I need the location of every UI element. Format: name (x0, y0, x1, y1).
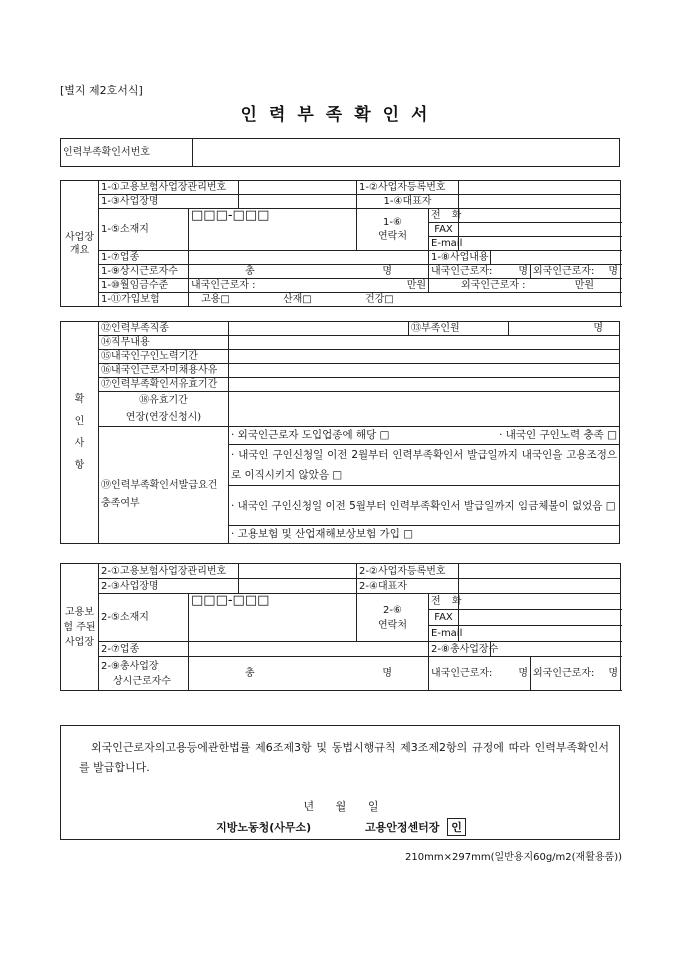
s3-address-label: 2-⑤소재지 (99, 594, 189, 642)
s3-fax-label: FAX (429, 610, 459, 626)
req-2-checkbox[interactable]: · 내국인 구인신청일 이전 2월부터 인력부족확인서 발급일까지 내국인을 고용조정으로 이직시키지 않았음 □ (229, 445, 620, 486)
paper-spec-note: 210mm×297mm(일반용지60g/m2(재활용품)) (405, 852, 622, 863)
s3-contact-label (357, 594, 429, 642)
s3-domestic-workers-cell[interactable] (429, 657, 531, 691)
s3-email-field[interactable] (459, 626, 621, 642)
fax-field[interactable] (459, 223, 621, 237)
biz-content-label: 1-⑧사업내용 (429, 251, 491, 265)
s3-biz-name-field[interactable] (239, 579, 357, 594)
address-field[interactable]: □□□-□□□ (189, 209, 357, 251)
foreign-workers-cell[interactable] (531, 265, 621, 279)
total-unit: 명 (382, 266, 393, 277)
s3-address-field[interactable]: □□□-□□□ (189, 594, 357, 642)
search-period-field[interactable] (229, 350, 620, 364)
validity-field[interactable] (229, 378, 620, 392)
s3-tel-label: 전 화 (429, 594, 459, 610)
job-desc-label: ⑭직무내용 (99, 336, 229, 350)
reason-label: ⑯내국인근로자미채용사유 (99, 364, 229, 378)
foreign-workers-label: 외국인근로자: (533, 266, 595, 277)
tel-field[interactable] (459, 209, 621, 223)
document-title: 인력부족확인서 (240, 105, 440, 125)
reason-field[interactable] (229, 364, 620, 378)
s3-contact-number: 2-⑥ (383, 604, 402, 616)
s3-representative-field[interactable] (459, 579, 621, 594)
issue-year: 년 (303, 800, 315, 813)
s3-total-regular-label (99, 657, 189, 691)
form-number: [별지 제2호서식] (60, 84, 143, 97)
section3-side-label: 고용보험 주된 사업장 (61, 564, 99, 691)
foreign-workers-unit: 명 (608, 266, 619, 277)
s3-total-regular-line1: 2-⑨총사업장 (101, 660, 159, 672)
domestic-workers-label: 내국인근로자: (431, 266, 493, 277)
emp-insurance-no-field[interactable] (239, 181, 357, 195)
s3-email-label: E-mail (429, 626, 459, 642)
validity-label: ⑰인력부족확인서유효기간 (99, 378, 229, 392)
total-word: 총 (245, 266, 255, 277)
fax-label: FAX (429, 223, 459, 237)
s3-industry-field[interactable] (189, 642, 429, 657)
insurance-employment-checkbox[interactable]: 고용□ (201, 294, 230, 305)
s3-total-sites-field[interactable] (491, 642, 621, 657)
wage-foreign-unit: 만원 (574, 280, 595, 291)
official-stamp: 인 (447, 818, 466, 836)
s3-emp-insurance-no-label: 2-①고용보험사업장관리번호 (99, 564, 239, 579)
contact-number: 1-⑥ (383, 216, 402, 228)
email-label: E-mail (429, 237, 459, 251)
shortage-count-field[interactable]: 명 (509, 322, 620, 336)
s3-contact-word: 연락처 (378, 619, 407, 631)
wage-foreign-cell[interactable] (429, 279, 621, 293)
wage-domestic-cell[interactable] (189, 279, 429, 293)
s3-representative-label: 2-④대표자 (357, 579, 459, 594)
s3-emp-insurance-no-field[interactable] (239, 564, 357, 579)
s3-domestic-workers-unit: 명 (518, 668, 529, 679)
s3-total-regular-line2: 상시근로자수 (113, 675, 171, 687)
main-insured-workplace-table (60, 563, 621, 691)
biz-name-field[interactable] (239, 195, 357, 209)
s3-foreign-workers-label: 외국인근로자: (533, 668, 595, 679)
biz-reg-no-label: 1-②사업자등록번호 (357, 181, 459, 195)
domestic-workers-unit: 명 (518, 266, 529, 277)
insurance-options (189, 293, 621, 307)
section2-side-label: 확인 사항 (61, 322, 99, 544)
issuer-line (61, 818, 621, 836)
cert-number-table (60, 138, 620, 167)
regular-workers-label: 1-⑨상시근로자수 (99, 265, 189, 279)
wage-domestic-label: 내국인근로자 : (191, 280, 256, 291)
validity-extension-line2: 연장(연장신청시) (125, 412, 202, 423)
email-field[interactable] (459, 237, 621, 251)
validity-extension-label (99, 392, 229, 427)
confirmation-table (60, 321, 620, 544)
industry-label: 1-⑦업종 (99, 251, 189, 265)
s3-fax-field[interactable] (459, 610, 621, 626)
cert-number-value[interactable] (193, 139, 620, 167)
workplace-overview-table (60, 180, 621, 307)
issue-month: 월 (335, 800, 347, 813)
representative-label: 1-④대표자 (357, 195, 459, 209)
insurance-label: 1-⑪가입보험 (99, 293, 189, 307)
issuer-center: 고용안정센터장 (365, 821, 440, 834)
issuance-box (60, 725, 620, 840)
req-1-cell (229, 427, 620, 445)
insurance-health-checkbox[interactable]: 건강□ (364, 294, 394, 305)
section1-side-label: 사업장 개요 (61, 181, 99, 307)
s3-biz-reg-no-label: 2-②사업자등록번호 (357, 564, 459, 579)
shortage-count-label: ⑬부족인원 (409, 322, 509, 336)
avg-wage-label: 1-⑩월임금수준 (99, 279, 189, 293)
address-label: 1-⑤소재지 (99, 209, 189, 251)
insurance-industrial-checkbox[interactable]: 산재□ (282, 294, 312, 305)
s3-total-regular-cell[interactable] (189, 657, 429, 691)
req-4-checkbox[interactable]: · 고용보험 및 산업재해보상보험 가입 □ (229, 526, 620, 544)
contact-word: 연락처 (378, 230, 407, 242)
job-shortage-label: ⑫인력부족직종 (99, 322, 229, 336)
validity-extension-line1: ⑱유효기간 (139, 395, 188, 406)
biz-reg-no-field[interactable] (459, 181, 621, 195)
s3-total-unit: 명 (382, 668, 393, 679)
wage-domestic-unit: 만원 (406, 280, 427, 291)
s3-biz-reg-no-field[interactable] (459, 564, 621, 579)
biz-content-field[interactable] (491, 251, 621, 265)
validity-extension-field[interactable] (229, 392, 620, 427)
representative-field[interactable] (459, 195, 621, 209)
issue-date (61, 798, 621, 814)
issuer-office: 지방노동청(사무소) (216, 821, 312, 834)
wage-foreign-label: 외국인근로자 : (461, 280, 526, 291)
s3-foreign-workers-unit: 명 (608, 668, 619, 679)
domestic-workers-cell[interactable] (429, 265, 531, 279)
contact-label (357, 209, 429, 251)
biz-name-label: 1-③사업장명 (99, 195, 239, 209)
tel-label: 전 화 (429, 209, 459, 223)
regular-workers-total[interactable] (189, 265, 429, 279)
s3-total-word: 총 (245, 668, 255, 679)
job-shortage-field[interactable] (229, 322, 409, 336)
s3-biz-name-label: 2-③사업장명 (99, 579, 239, 594)
cert-number-label: 인력부족확인서번호 (61, 139, 193, 167)
s3-foreign-workers-cell[interactable] (531, 657, 621, 691)
req-3-checkbox[interactable]: · 내국인 구인신청일 이전 5월부터 인력부족확인서 발급일까지 임금체불이 없었음 □ (229, 486, 620, 526)
issuance-statement: 외국인근로자의고용등에관한법률 제6조제3항 및 동법시행규칙 제3조제2항의 규정에 따라 인력부족확인서를 발급합니다. (79, 741, 609, 774)
requirements-label: ⑲인력부족확인서발급요건충족여부 (99, 427, 229, 544)
job-desc-field[interactable] (229, 336, 620, 350)
req-1-checkbox[interactable]: · 외국인근로자 도입업종에 해당 □ (231, 429, 390, 441)
s3-industry-label: 2-⑦업종 (99, 642, 189, 657)
s3-total-sites-label: 2-⑧총사업장수 (429, 642, 491, 657)
s3-domestic-workers-label: 내국인근로자: (431, 668, 493, 679)
s3-tel-field[interactable] (459, 594, 621, 610)
industry-field[interactable] (189, 251, 429, 265)
req-1b-checkbox[interactable]: · 내국인 구인노력 충족 □ (499, 429, 617, 441)
search-period-label: ⑮내국인구인노력기간 (99, 350, 229, 364)
issue-day: 일 (367, 800, 379, 813)
emp-insurance-no-label: 1-①고용보험사업장관리번호 (99, 181, 239, 195)
